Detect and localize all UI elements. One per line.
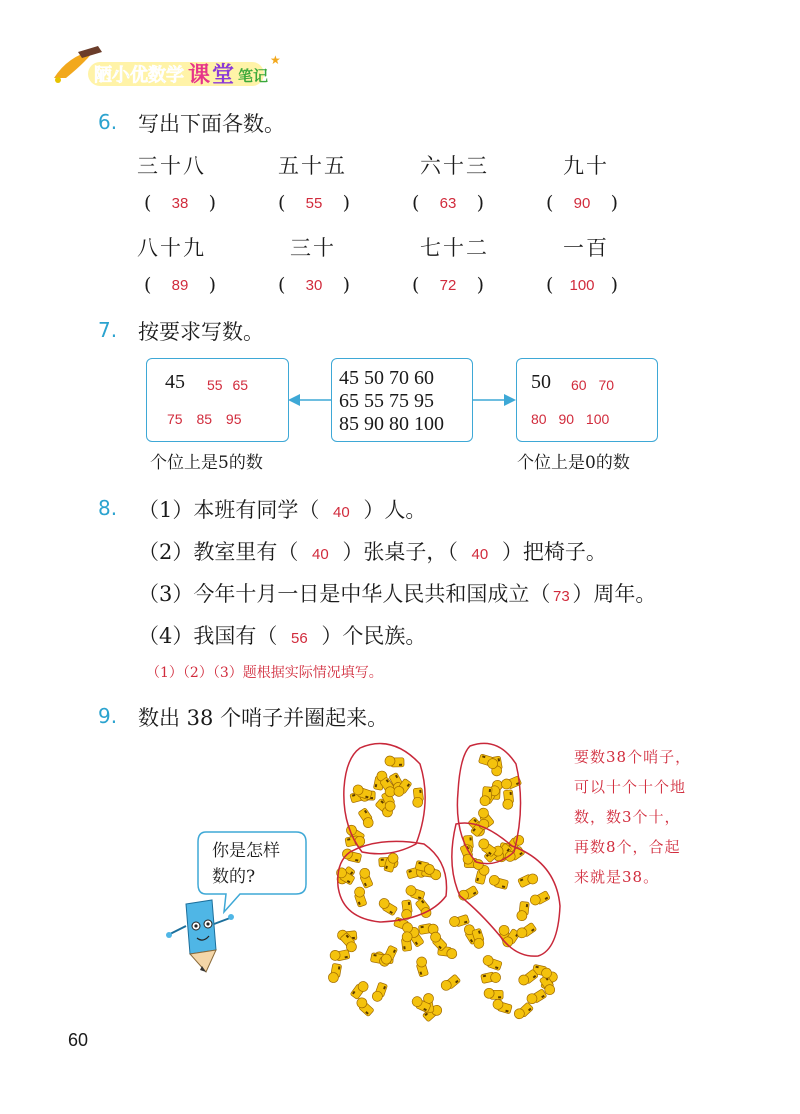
- answer-value: 30: [305, 277, 323, 294]
- q7-number: 7.: [98, 318, 118, 342]
- whistle-icon: [404, 884, 426, 901]
- answer-value: 38: [171, 195, 189, 212]
- q8-note: （1）（2）（3）题根据实际情况填写。: [146, 665, 383, 681]
- q7-left-answers-row1: 55 65: [207, 377, 249, 393]
- whistle-icon: [501, 790, 514, 810]
- q6-answer-8: ( 100 ): [546, 274, 618, 296]
- q6-item-6-chinese: 三十: [290, 236, 336, 260]
- svg-text:陋小优数学: 陋小优数学: [94, 65, 184, 86]
- whistle-icon: [484, 988, 503, 999]
- whistle-icon: [515, 921, 537, 941]
- whistle-icon: [350, 979, 370, 1001]
- answer-value: 73: [553, 588, 570, 605]
- q7-center-row2: 65 55 75 95: [339, 390, 434, 412]
- q6-answer-7: ( 72 ): [412, 274, 484, 296]
- whistle-icon: [492, 998, 513, 1014]
- answer-value: 40: [312, 546, 329, 563]
- whistle-icon: [329, 948, 350, 963]
- q6-item-8-chinese: 一百: [563, 236, 609, 260]
- q7-center-row1: 45 50 70 60: [339, 367, 434, 389]
- whistle-icon: [356, 808, 376, 830]
- q6-item-1-chinese: 三十八: [137, 154, 206, 178]
- whistle-group: [328, 754, 560, 1024]
- q6-title: 写出下面各数。: [138, 112, 285, 136]
- q6-item-7-chinese: 七十二: [420, 236, 489, 260]
- whistle-icon: [528, 889, 550, 908]
- answer-value: 63: [439, 195, 457, 212]
- q8-line-4: （4）我国有（ 56 ）个民族。: [138, 624, 427, 648]
- q9-hint: 要数38个哨子， 可以十个十个地 数，数3个十， 再数8个，合起 来就是38。: [574, 748, 692, 886]
- answer-value: 72: [439, 277, 457, 294]
- q8-line-3: （3）今年十月一日是中华人民共和国成立（ 73 ）周年。: [138, 582, 657, 606]
- whistle-icon: [488, 874, 509, 889]
- whistle-icon: [516, 901, 529, 921]
- answer-value: 40: [333, 504, 350, 521]
- whistle-icon: [481, 971, 502, 986]
- q6-item-5-chinese: 八十九: [137, 236, 206, 260]
- page-number: 60: [68, 1030, 89, 1050]
- q8-line-1: （1）本班有同学（ 40 ）人。: [138, 498, 427, 522]
- answer-value: 55: [305, 195, 323, 212]
- whistle-icon: [478, 754, 499, 770]
- group-circles: [338, 743, 560, 956]
- whistle-icon: [518, 871, 540, 889]
- answer-value: 90: [573, 195, 591, 212]
- q6-item-4-chinese: 九十: [563, 154, 609, 178]
- svg-text:笔记: 笔记: [238, 67, 269, 85]
- q7-right-example: 50: [531, 371, 551, 393]
- whistle-icon: [328, 963, 342, 984]
- q6-answer-4: ( 90 ): [546, 192, 618, 214]
- q6-item-2-chinese: 五十五: [278, 154, 347, 178]
- q9-number: 9.: [98, 704, 118, 728]
- q6-answer-2: ( 55 ): [278, 192, 350, 214]
- pencil-mascot-icon: [164, 896, 244, 980]
- whistle-icon: [439, 972, 461, 993]
- whistle-icon: [371, 981, 388, 1003]
- q7-right-label: 个位上是0的数: [517, 453, 630, 473]
- q9-title: 数出 38 个哨子并圈起来。: [138, 706, 389, 730]
- whistle-icon: [377, 897, 399, 916]
- q6-answer-6: ( 30 ): [278, 274, 350, 296]
- whistle-icon: [341, 848, 362, 863]
- q6-item-3-chinese: 六十三: [420, 154, 489, 178]
- svg-text:课: 课: [188, 63, 211, 88]
- q6-number: 6.: [98, 110, 118, 134]
- svg-text:堂: 堂: [212, 63, 235, 88]
- answer-value: 56: [291, 630, 308, 647]
- q7-right-answers-row1: 60 70: [571, 377, 615, 393]
- q6-answer-5: ( 89 ): [144, 274, 216, 296]
- q6-answer-3: ( 63 ): [412, 192, 484, 214]
- speech-bubble-text: 你是怎样 数的?: [212, 841, 280, 887]
- answer-value: 40: [471, 546, 489, 563]
- q7-left-answers-row2: 75 85 95: [167, 411, 242, 427]
- whistle-icon: [457, 884, 479, 903]
- whistle-icon: [481, 954, 503, 971]
- whistle-icon: [401, 931, 414, 951]
- whistle-icon: [352, 886, 369, 908]
- whistle-icon: [357, 867, 375, 889]
- whistle-field: [320, 736, 570, 1026]
- q7-left-example: 45: [165, 371, 185, 393]
- q8-line-2: （2）教室里有（ 40 ）张桌子，（ 40 ）把椅子。: [138, 540, 607, 564]
- q6-answer-1: ( 38 ): [144, 192, 216, 214]
- whistle-icon: [411, 788, 424, 808]
- svg-text:★: ★: [270, 53, 281, 67]
- whistle-icon: [414, 956, 430, 977]
- answer-value: 100: [569, 277, 595, 294]
- q7-right-answers-row2: 80 90 100: [531, 411, 610, 427]
- q7-center-row3: 85 90 80 100: [339, 413, 444, 435]
- q7-title: 按要求写数。: [138, 320, 264, 344]
- q7-left-label: 个位上是5的数: [150, 453, 263, 473]
- q8-number: 8.: [98, 496, 118, 520]
- whistle-icon: [385, 756, 404, 767]
- answer-value: 89: [171, 277, 189, 294]
